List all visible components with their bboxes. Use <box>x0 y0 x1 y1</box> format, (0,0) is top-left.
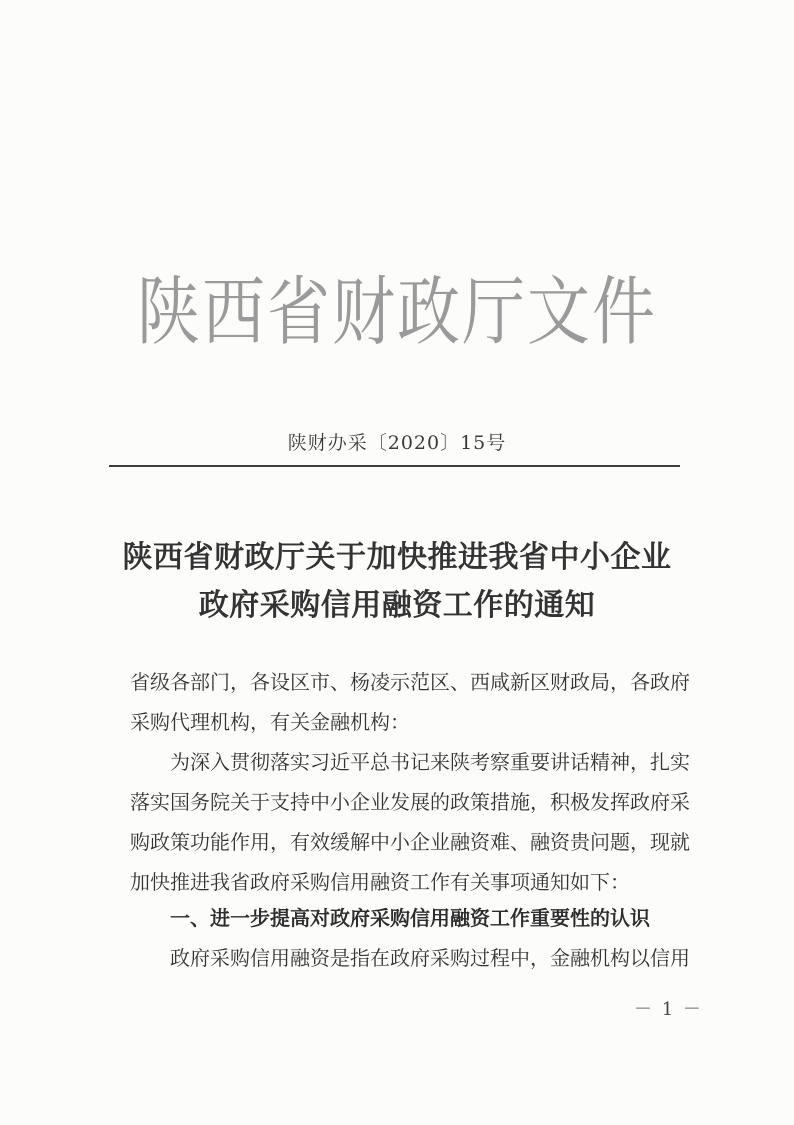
paragraph-1-line-1: 为深入贯彻落实习近平总书记来陕考察重要讲话精神，扎实 <box>170 750 690 774</box>
paragraph-2-line-1: 政府采购信用融资是指在政府采购过程中，金融机构以信用 <box>170 946 690 970</box>
document-title-line-2: 政府采购信用融资工作的通知 <box>198 588 596 623</box>
header-separator-line <box>109 465 680 467</box>
page-number: － 1 － <box>634 999 703 1020</box>
addressee-line-2: 采购代理机构，有关金融机构： <box>130 710 410 734</box>
document-header: 陕西省财政厅文件 <box>137 269 657 356</box>
addressee-line-1: 省级各部门，各设区市、杨凌示范区、西咸新区财政局，各政府 <box>130 670 690 694</box>
paragraph-1-line-2: 落实国务院关于支持中小企业发展的政策措施，积极发挥政府采 <box>130 790 690 814</box>
document-number: 陕财办采〔2020〕15号 <box>287 432 507 454</box>
paragraph-1-line-3: 购政策功能作用，有效缓解中小企业融资难、融资贵问题，现就 <box>130 830 690 854</box>
section-1-heading: 一、进一步提高对政府采购信用融资工作重要性的认识 <box>170 906 650 930</box>
document-title-line-1: 陕西省财政厅关于加快推进我省中小企业 <box>122 540 672 575</box>
paragraph-1-line-4: 加快推进我省政府采购信用融资工作有关事项通知如下： <box>130 870 630 894</box>
